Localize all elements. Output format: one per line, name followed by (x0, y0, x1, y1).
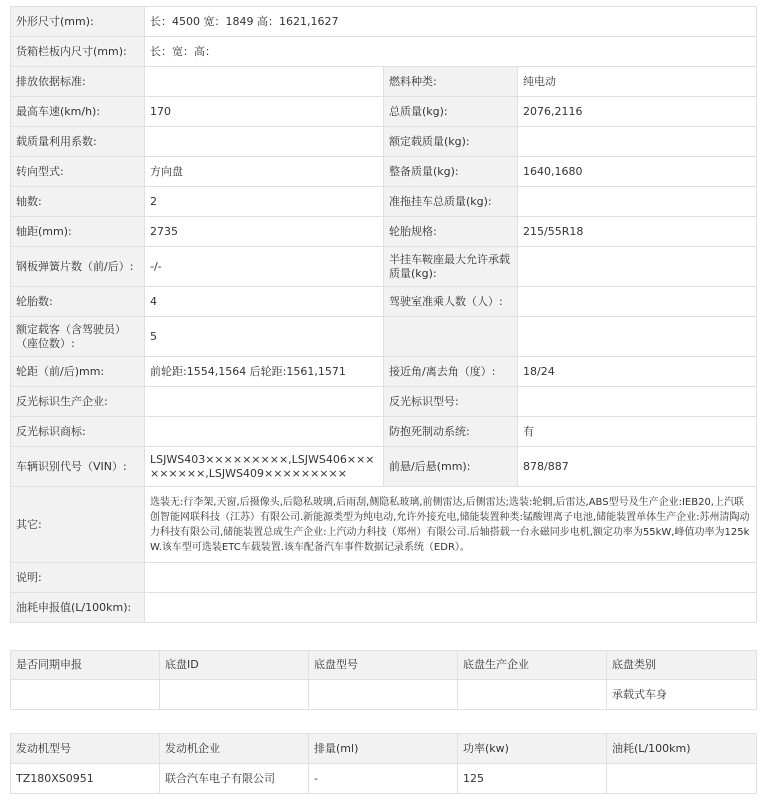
table-header-row (11, 651, 757, 680)
load-util-coeff-label: 载质量利用系数: (11, 127, 145, 157)
chassis-table (10, 650, 757, 710)
table-row (11, 487, 757, 563)
wheelbase-value: 2735 (145, 217, 384, 247)
leaf-spring-label: 钢板弹簧片数（前/后）: (11, 247, 145, 287)
engine-header-displacement: 排量(ml) (309, 734, 458, 764)
table-row (11, 187, 757, 217)
fuel-type-value: 纯电动 (518, 67, 757, 97)
overhang-label: 前悬/后悬(mm): (384, 447, 518, 487)
semi-trailer-saddle-value (518, 247, 757, 287)
tire-count-value: 4 (145, 287, 384, 317)
engine-displacement: - (309, 764, 458, 794)
table-row (11, 97, 757, 127)
table-header-row (11, 734, 757, 764)
chassis-header-sync: 是否同期申报 (11, 651, 160, 680)
empty-value (518, 317, 757, 357)
cab-passengers-label: 驾驶室准乘人数（人）: (384, 287, 518, 317)
fuel-consumption-label: 油耗申报值(L/100km): (11, 593, 145, 623)
note-value (145, 563, 757, 593)
reflector-model-value (518, 387, 757, 417)
curb-mass-label: 整备质量(kg): (384, 157, 518, 187)
fuel-type-label: 燃料种类: (384, 67, 518, 97)
engine-header-power: 功率(kw) (458, 734, 607, 764)
trailer-mass-value (518, 187, 757, 217)
max-speed-label: 最高车速(km/h): (11, 97, 145, 127)
approach-departure-label: 接近角/离去角（度）: (384, 357, 518, 387)
engine-header-maker: 发动机企业 (160, 734, 309, 764)
rated-seats-value: 5 (145, 317, 384, 357)
note-label: 说明: (11, 563, 145, 593)
chassis-header-type: 底盘类别 (607, 651, 757, 680)
semi-trailer-saddle-label: 半挂车鞍座最大允许承载质量(kg): (384, 247, 518, 287)
reflector-maker-label: 反光标识生产企业: (11, 387, 145, 417)
steering-value: 方向盘 (145, 157, 384, 187)
abs-label: 防抱死制动系统: (384, 417, 518, 447)
wheelbase-label: 轴距(mm): (11, 217, 145, 247)
chassis-header-id: 底盘ID (160, 651, 309, 680)
engine-header-model: 发动机型号 (11, 734, 160, 764)
engine-power: 125 (458, 764, 607, 794)
table-row (11, 680, 757, 710)
table-row (11, 593, 757, 623)
trailer-mass-label: 准拖挂车总质量(kg): (384, 187, 518, 217)
rated-load-label: 额定载质量(kg): (384, 127, 518, 157)
track-label: 轮距（前/后)mm: (11, 357, 145, 387)
table-row (11, 563, 757, 593)
reflector-brand-value (145, 417, 384, 447)
table-row (11, 37, 757, 67)
curb-mass-value: 1640,1680 (518, 157, 757, 187)
cab-passengers-value (518, 287, 757, 317)
other-value: 选装无:行李架,天窗,后摄像头,后隐私玻璃,后雨刮,侧隐私玻璃,前侧雷达,后侧雷达;选装:轮辋,后雷达,ABS型号及生产企业:IEB20,上汽联创智能网联科技（江苏）有限公司.新能源类型为纯电动,允许外接充电,储能装置种类:锰酸锂离子电池,储能装置单体生产企业:苏州清陶动力科技有限公司,储能装置总成生产企业:上汽动力科技（郑州）有限公司.后轴搭载一台永磁同步电机,额定功率为55kW,峰值功率为125kW.该车型可选装ETC车载装置.该车配备汽车事件数据记录系统（EDR）。 (145, 487, 757, 563)
tire-spec-label: 轮胎规格: (384, 217, 518, 247)
overhang-value: 878/887 (518, 447, 757, 487)
engine-model: TZ180XS0951 (11, 764, 160, 794)
table-row (11, 157, 757, 187)
table-row (11, 127, 757, 157)
total-mass-value: 2076,2116 (518, 97, 757, 127)
table-row (11, 764, 757, 794)
table-row (11, 7, 757, 37)
chassis-header-model: 底盘型号 (309, 651, 458, 680)
axle-count-label: 轴数: (11, 187, 145, 217)
other-label: 其它: (11, 487, 145, 563)
tire-count-label: 轮胎数: (11, 287, 145, 317)
chassis-sync (11, 680, 160, 710)
fuel-consumption-value (145, 593, 757, 623)
chassis-id (160, 680, 309, 710)
vin-label: 车辆识别代号（VIN）: (11, 447, 145, 487)
load-util-coeff-value (145, 127, 384, 157)
total-mass-label: 总质量(kg): (384, 97, 518, 127)
table-row (11, 67, 757, 97)
table-row (11, 247, 757, 287)
table-row (11, 287, 757, 317)
empty-label (384, 317, 518, 357)
vin-value: LSJWS403×××××××××,LSJWS406×××××××××,LSJWS409××××××××× (145, 447, 384, 487)
engine-table (10, 733, 757, 794)
chassis-header-maker: 底盘生产企业 (458, 651, 607, 680)
approach-departure-value: 18/24 (518, 357, 757, 387)
chassis-type: 承载式车身 (607, 680, 757, 710)
chassis-maker (458, 680, 607, 710)
leaf-spring-value: -/- (145, 247, 384, 287)
rated-seats-label: 额定载客（含驾驶员）（座位数）: (11, 317, 145, 357)
abs-value: 有 (518, 417, 757, 447)
steering-label: 转向型式: (11, 157, 145, 187)
spec-table (10, 6, 757, 623)
table-row (11, 217, 757, 247)
engine-maker: 联合汽车电子有限公司 (160, 764, 309, 794)
table-row (11, 317, 757, 357)
track-value: 前轮距:1554,1564 后轮距:1561,1571 (145, 357, 384, 387)
cargo-box-label: 货箱栏板内尺寸(mm): (11, 37, 145, 67)
engine-header-fuel: 油耗(L/100km) (607, 734, 757, 764)
emission-standard-value (145, 67, 384, 97)
max-speed-value: 170 (145, 97, 384, 127)
emission-standard-label: 排放依据标准: (11, 67, 145, 97)
tire-spec-value: 215/55R18 (518, 217, 757, 247)
dimensions-value: 长：4500 宽：1849 高：1621,1627 (145, 7, 757, 37)
table-row (11, 387, 757, 417)
reflector-maker-value (145, 387, 384, 417)
dimensions-label: 外形尺寸(mm): (11, 7, 145, 37)
table-row (11, 417, 757, 447)
engine-fuel (607, 764, 757, 794)
chassis-model (309, 680, 458, 710)
reflector-model-label: 反光标识型号: (384, 387, 518, 417)
axle-count-value: 2 (145, 187, 384, 217)
cargo-box-value: 长：宽：高： (145, 37, 757, 67)
table-row (11, 357, 757, 387)
rated-load-value (518, 127, 757, 157)
table-row (11, 447, 757, 487)
reflector-brand-label: 反光标识商标: (11, 417, 145, 447)
